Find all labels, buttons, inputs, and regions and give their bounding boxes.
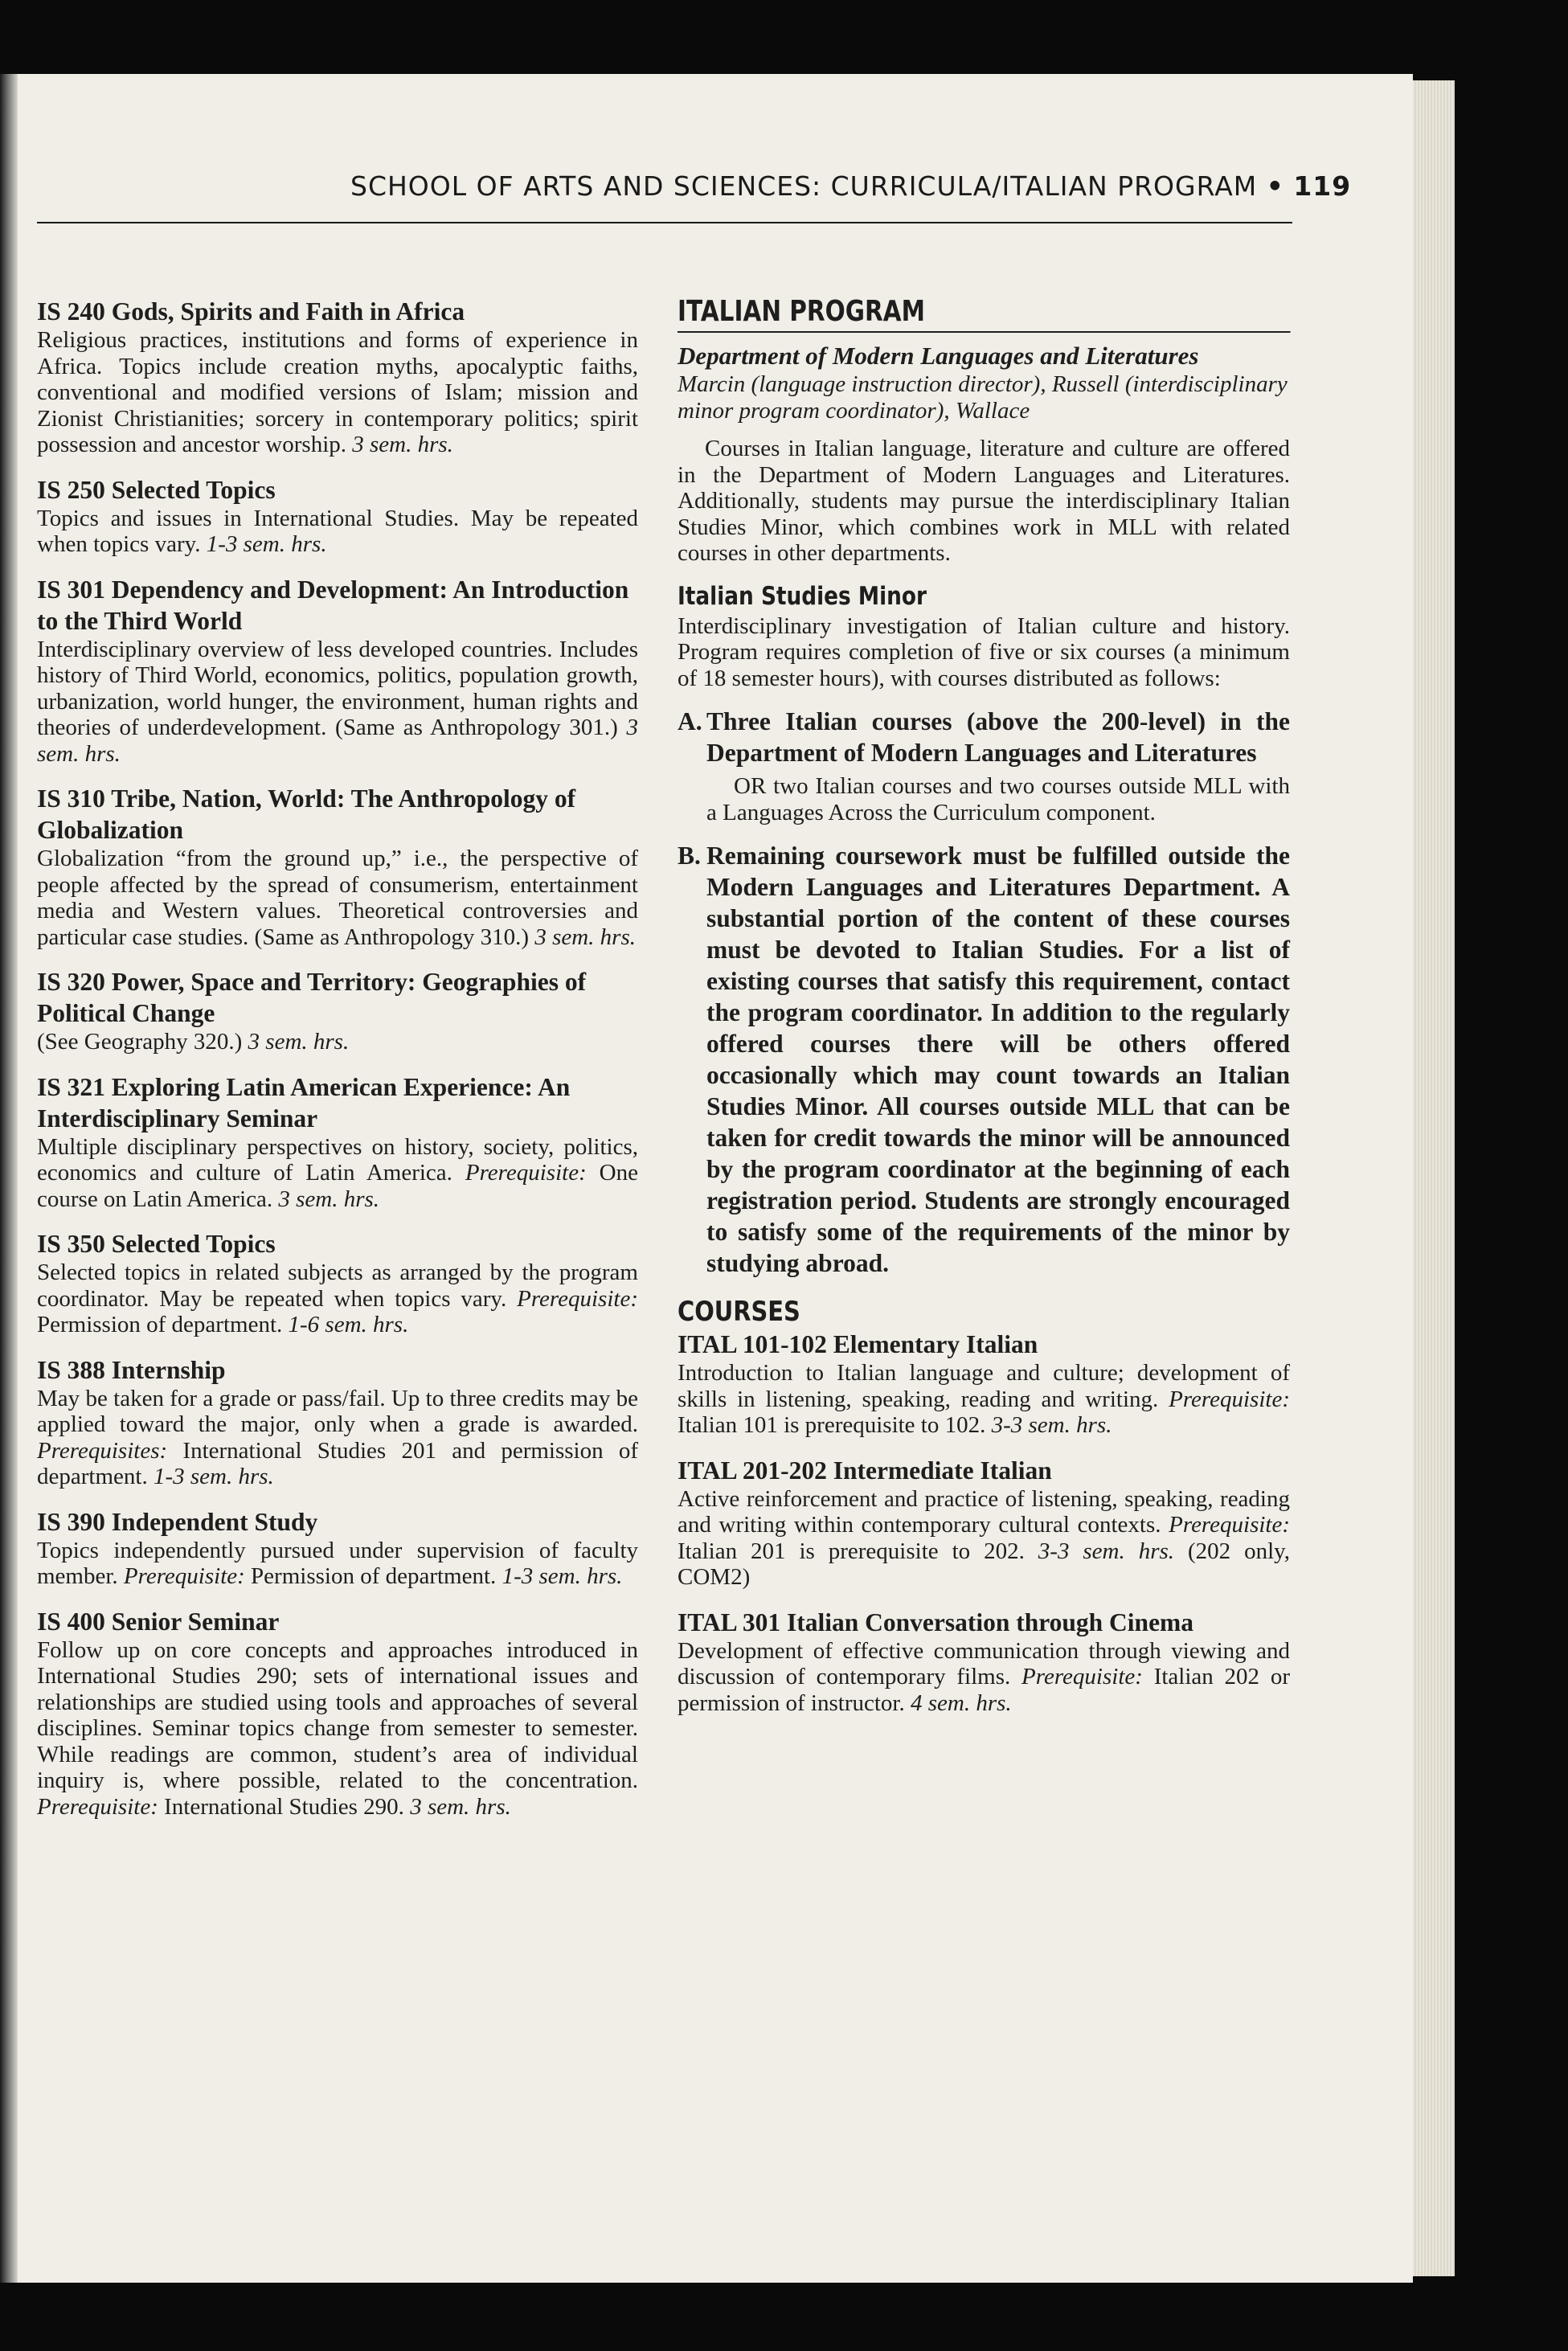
course-title: ITAL 101-102 Elementary Italian [678, 1330, 1038, 1358]
course-entry [678, 1607, 1290, 1717]
course-entry [37, 1506, 638, 1590]
requirement-label: B. [678, 842, 701, 870]
requirement-a [678, 706, 1290, 768]
course-description: (See Geography 320.) 3 sem. hrs. [37, 1029, 350, 1055]
course-title: ITAL 201-202 Intermediate Italian [678, 1456, 1052, 1485]
course-title: IS 310 Tribe, Nation, World: The Anthropology of Globalization [37, 784, 576, 844]
header-bullet: • [1266, 170, 1284, 202]
course-description: Topics independently pursued under supervision of faculty member. Prerequisite: Permission of department. 1-3 sem. hrs. [37, 1537, 638, 1589]
prereq-label: Prerequisite: [123, 1563, 245, 1589]
course-note: (202 only, COM2) [678, 1538, 1291, 1590]
course-title: IS 350 Selected Topics [37, 1230, 276, 1258]
course-description: Topics and issues in International Studies. May be repeated when topics vary. 1-3 sem. hrs. [37, 505, 638, 557]
course-title: IS 400 Senior Seminar [37, 1607, 280, 1636]
course-credits: 3 sem. hrs. [278, 1186, 380, 1212]
course-credits: 1-3 sem. hrs. [502, 1563, 623, 1589]
right-column [678, 296, 1290, 1732]
course-credits: 3-3 sem. hrs. [991, 1412, 1112, 1438]
prereq-text: Italian 101 is prerequisite to 102. [678, 1412, 986, 1438]
prereq-text: International Studies 201 and permission of department. [37, 1437, 639, 1489]
prereq-text: Permission of department. [37, 1312, 283, 1337]
header-rule [37, 222, 1292, 223]
course-entry [37, 1071, 638, 1213]
prereq-text: Italian 202 or permission of instructor. [678, 1664, 1290, 1716]
prereq-label: Prerequisite: [517, 1285, 638, 1312]
section-heading-italian-program: ITALIAN PROGRAM [678, 296, 1290, 333]
prereq-text: One course on Latin America. [37, 1160, 638, 1212]
running-head-text: SCHOOL OF ARTS AND SCIENCES: CURRICULA/ITALIAN PROGRAM [350, 170, 1258, 202]
course-description: Religious practices, institutions and forms of experience in Africa. Topics include creation myths, apocalyptic faiths, conventional and modified versions of Islam; mission and Zionist Christianities; sorcery in contemporary politics; spirit possession and ancestor worship. 3 sem. hrs. [37, 327, 638, 457]
course-description: May be taken for a grade or pass/fail. Up to three credits may be applied toward the major, only when a grade is awarded. Prerequisites: International Studies 201 and permission of department. 1-3 sem. hrs. [37, 1385, 639, 1489]
course-description: Globalization “from the ground up,” i.e., the perspective of people affected by the spread of consumerism, entertainment media and Western values. Theoretical controversies and particular case studies. (Same as Anthropology 310.) 3 sem. hrs. [37, 846, 638, 950]
department-name: Department of Modern Languages and Literatures [678, 342, 1199, 370]
course-credits: 1-3 sem. hrs. [206, 531, 327, 557]
course-title: IS 320 Power, Space and Territory: Geographies of Political Change [37, 968, 587, 1027]
course-credits: 1-6 sem. hrs. [288, 1312, 409, 1337]
course-credits: 3-3 sem. hrs. [1038, 1538, 1175, 1564]
course-title: IS 301 Dependency and Development: An Introduction to the Third World [37, 575, 629, 635]
course-entry [678, 1329, 1290, 1439]
course-credits: 3 sem. hrs. [37, 715, 638, 767]
prereq-text: International Studies 290. [164, 1793, 404, 1820]
course-credits: 4 sem. hrs. [910, 1690, 1012, 1716]
course-title: IS 390 Independent Study [37, 1507, 318, 1536]
course-description: Follow up on core concepts and approaches introduced in International Studies 290; sets of international issues and relationships are studied using tools and approaches of several disciplines. Seminar topics change from semester to semester. While readings are common, student’s area of individual inquiry is, where possible, related to the concentration. Prerequisite: International Studies 290. 3 sem. hrs. [37, 1636, 638, 1820]
faculty-list: Marcin (language instruction director), Russell (interdisciplinary minor program coordinator), Wallace [678, 371, 1288, 424]
course-credits: 3 sem. hrs. [248, 1029, 350, 1055]
course-description: Multiple disciplinary perspectives on history, society, politics, economics and culture of Latin America. Prerequisite: One course on Latin America. 3 sem. hrs. [37, 1133, 638, 1212]
course-credits: 1-3 sem. hrs. [153, 1464, 274, 1489]
course-entry [37, 1606, 638, 1821]
course-description: Selected topics in related subjects as arranged by the program coordinator. May be repeated when topics vary. Prerequisite: Permission of department. 1-6 sem. hrs. [37, 1259, 638, 1337]
requirement-text: Remaining coursework must be fulfilled outside the Modern Languages and Literatures Department. A substantial portion of the content of these courses must be devoted to Italian Studies. For a list of existing courses that satisfy this requirement, contact the program coordinator. In addition to the regularly offered courses there will be others offered occasionally which may count towards an Italian Studies Minor. All courses outside MLL that can be taken for credit towards the minor will be announced by the program coordinator at the beginning of each registration period. Students are strongly encouraged to satisfy some of the requirements of the minor by studying abroad. [706, 842, 1290, 1277]
course-entry [37, 474, 638, 558]
course-credits: 3 sem. hrs. [534, 924, 636, 950]
course-credits: 3 sem. hrs. [352, 432, 453, 457]
left-column [37, 296, 638, 1836]
course-title: IS 240 Gods, Spirits and Faith in Africa [37, 297, 465, 326]
course-entry [37, 1354, 638, 1490]
prereq-label: Prerequisite: [1169, 1512, 1291, 1538]
course-description: Introduction to Italian language and culture; development of skills in listening, speaking, reading and writing. Prerequisite: Italian 101 is prerequisite to 102. 3-3 sem. hrs. [678, 1360, 1290, 1438]
courses-heading: COURSES [678, 1296, 800, 1328]
prereq-label: Prerequisite: [465, 1160, 587, 1186]
minor-description: Interdisciplinary investigation of Italian culture and history. Program requires completion of five or six courses (a minimum of 18 semester hours), with courses distributed as follows: [678, 612, 1290, 691]
requirement-text: Three Italian courses (above the 200-level) in the Department of Modern Languages and Literatures [706, 707, 1290, 767]
prereq-label: Prerequisite: [1169, 1386, 1290, 1412]
requirement-b [678, 840, 1290, 1279]
page-edges [1413, 80, 1455, 2276]
course-title: IS 321 Exploring Latin American Experience: An Interdisciplinary Seminar [37, 1072, 571, 1132]
course-entry [37, 783, 638, 950]
program-intro: Courses in Italian language, literature and culture are offered in the Department of Modern Languages and Literatures. Additionally, students may pursue the interdisciplinary Italian Studies Minor, which combines work in MLL with related courses in other departments. [678, 436, 1290, 566]
running-header [350, 170, 1352, 206]
course-title: ITAL 301 Italian Conversation through Cinema [678, 1608, 1194, 1636]
requirement-label: A. [678, 707, 702, 735]
prereq-text: Italian 201 is prerequisite to 202. [678, 1538, 1025, 1564]
prereq-label: Prerequisite: [37, 1793, 158, 1820]
prereq-label: Prerequisite: [1021, 1664, 1143, 1690]
course-entry [37, 574, 638, 768]
course-entry [678, 1455, 1290, 1591]
page-gutter-shadow [0, 74, 18, 2283]
course-entry [37, 1228, 638, 1338]
course-description: Development of effective communication through viewing and discussion of contemporary films. Prerequisite: Italian 202 or permission of instructor. 4 sem. hrs. [678, 1637, 1290, 1716]
course-description: Interdisciplinary overview of less developed countries. Includes history of Third World, economics, politics, population growth, urbanization, world hunger, the environment, human rights and theories of underdevelopment. (Same as Anthropology 301.) 3 sem. hrs. [37, 636, 638, 767]
course-title: IS 250 Selected Topics [37, 475, 276, 504]
requirement-a-alternative: OR two Italian courses and two courses outside MLL with a Languages Across the Curriculum component. [706, 773, 1290, 825]
course-description: Active reinforcement and practice of listening, speaking, reading and writing within contemporary cultural contexts. Prerequisite: Italian 201 is prerequisite to 202. 3-3 sem. hrs. (202 only, COM2) [678, 1485, 1291, 1590]
prereq-text: Permission of department. [251, 1563, 497, 1589]
course-title: IS 388 Internship [37, 1355, 226, 1384]
course-entry [37, 966, 638, 1055]
page-number: 119 [1293, 170, 1352, 202]
course-credits: 3 sem. hrs. [410, 1793, 511, 1820]
prereq-label: Prerequisites: [37, 1437, 168, 1464]
minor-heading: Italian Studies Minor [678, 581, 927, 611]
course-entry [37, 296, 638, 458]
